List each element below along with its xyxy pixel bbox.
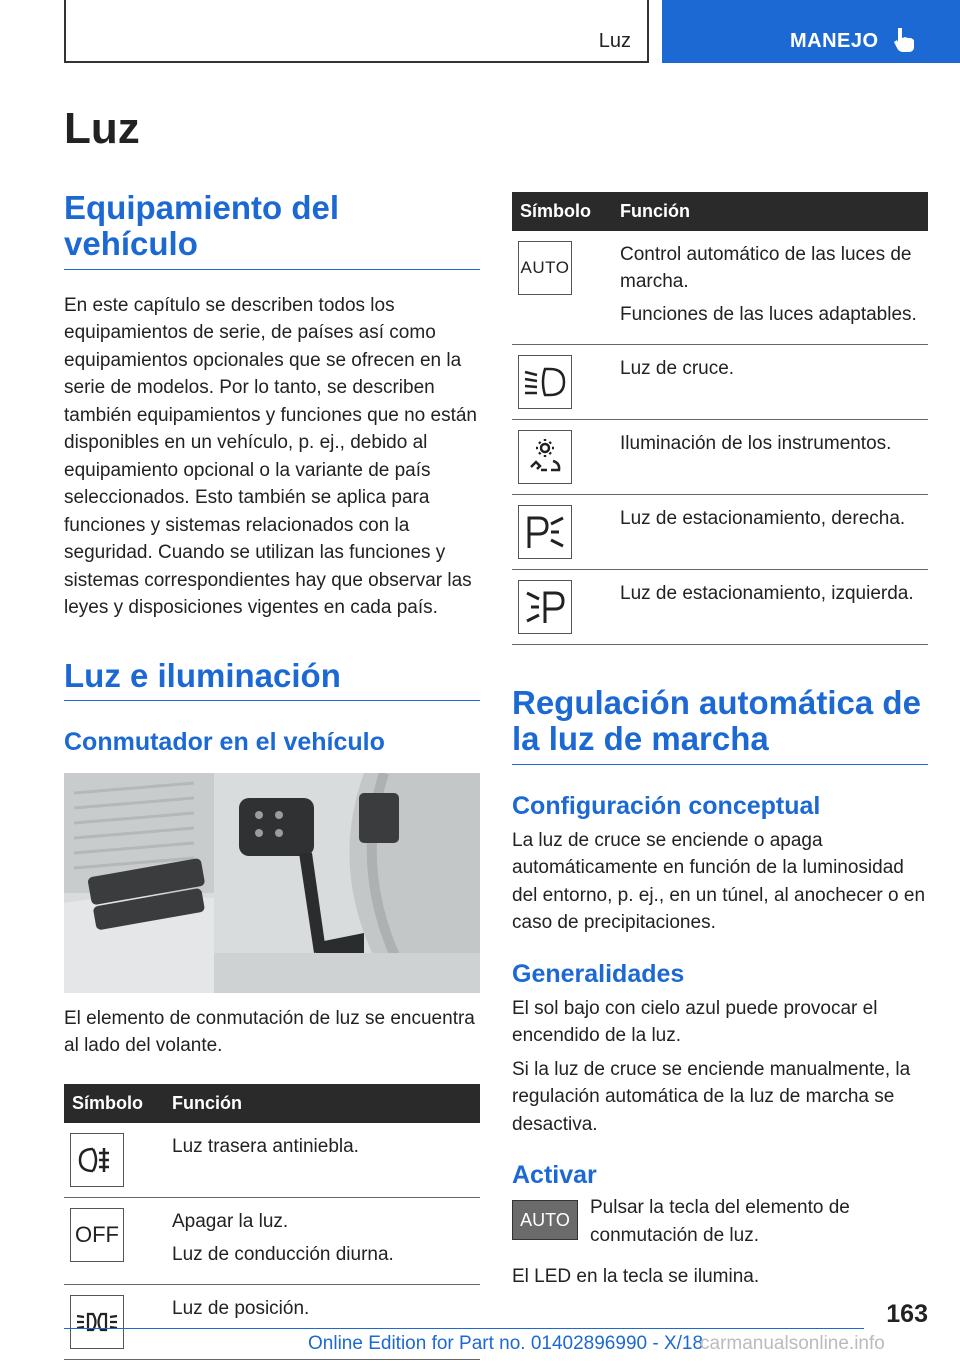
function-text: Luz de estacionamiento, izquierda.: [620, 583, 914, 604]
table-header-symbol: Símbolo: [512, 192, 620, 231]
footer-rule: [64, 1328, 864, 1329]
heading-equipamiento: Equipamiento del vehículo: [64, 190, 480, 270]
table-header-symbol: Símbolo: [64, 1084, 172, 1123]
parking-light-right-icon: [518, 505, 572, 559]
left-column: [64, 190, 480, 1360]
function-text: Luz de conducción diurna.: [172, 1243, 394, 1265]
table-row: [512, 495, 928, 570]
paragraph-equipamiento: En este capítulo se describen todos los equipamientos de serie, de países así como equipamientos opcionales que se ofrecen en la serie de modelos. Por lo tanto, se describen también equipamientos y funciones que no están disponibles en un vehículo, p. ej., debido al equipamiento opcional o la variante de país seleccionados. Esto también se aplica para funciones y sistemas relacionados con la seguridad. Cuando se utilizan las funciones y sistemas correspondientes hay que observar las leyes y disposiciones vigentes en cada país.: [64, 294, 477, 619]
page-title: Luz: [64, 104, 140, 153]
right-column: [512, 192, 928, 1291]
function-text: Luz de estacionamiento, derecha.: [620, 508, 906, 529]
table-row: [64, 1197, 480, 1284]
low-beam-icon: [518, 355, 572, 409]
off-icon: [70, 1208, 124, 1262]
heading-generalidades: Generalidades: [512, 959, 685, 988]
table-header-function: Función: [620, 192, 928, 231]
position-light-icon: [70, 1295, 124, 1349]
function-text: Funciones de las luces adaptables.: [620, 304, 917, 325]
auto-icon-text: AUTO: [520, 258, 570, 277]
header-chapter-label: MANEJO: [790, 30, 879, 52]
light-switch-photo: [64, 773, 480, 993]
off-icon-text: OFF: [75, 1221, 119, 1247]
heading-activar: Activar: [512, 1161, 597, 1190]
heading-regulacion: Regulación automática de la luz de marcha: [512, 685, 928, 765]
paragraph-led: El LED en la tecla se ilumina.: [512, 1266, 760, 1288]
pointing-hand-icon: [892, 26, 918, 54]
header-section-box: [64, 0, 649, 63]
header-section-label: Luz: [598, 30, 631, 52]
instrument-lighting-icon: [518, 430, 572, 484]
function-text: Iluminación de los instrumentos.: [620, 433, 892, 454]
heading-conmutador: Conmutador en el vehículo: [64, 727, 385, 756]
heading-luz-iluminacion: Luz e iluminación: [64, 658, 480, 701]
parking-light-left-icon: [518, 580, 572, 634]
table-row: [512, 345, 928, 420]
page-number: 163: [886, 1300, 928, 1328]
left-symbol-table: [64, 1084, 480, 1360]
function-text: Luz de cruce.: [620, 358, 735, 379]
function-text: Luz de posición.: [172, 1297, 310, 1319]
paragraph-configuracion: La luz de cruce se enciende o apaga automáticamente en función de la luminosidad del entorno, p. ej., en un túnel, al anochecer o en caso de precipitaciones.: [512, 829, 926, 934]
rear-fog-light-icon: [70, 1133, 124, 1187]
paragraph-generalidades-1: El sol bajo con cielo azul puede provocar el encendido de la luz.: [512, 997, 878, 1047]
table-header-function: Función: [172, 1084, 480, 1123]
table-row: [512, 570, 928, 645]
function-text: Luz trasera antiniebla.: [172, 1135, 359, 1157]
watermark-logo: carmanualsonline.info: [700, 1333, 885, 1354]
paragraph-conmutador: El elemento de conmutación de luz se encuentra al lado del volante.: [64, 1007, 475, 1057]
function-text: Control automático de las luces de marcha.: [620, 244, 912, 292]
auto-icon: [518, 241, 572, 295]
paragraph-generalidades-2: Si la luz de cruce se enciende manualmente, la regulación automática de la luz de marcha se desactiva.: [512, 1058, 911, 1135]
auto-key-icon: AUTO: [512, 1200, 578, 1240]
heading-configuracion: Configuración conceptual: [512, 791, 821, 820]
table-row: [64, 1123, 480, 1198]
function-text: Apagar la luz.: [172, 1210, 289, 1232]
right-symbol-table: [512, 192, 928, 645]
footer-edition: Online Edition for Part no. 01402896990 - X/18: [308, 1333, 704, 1354]
paragraph-activar: Pulsar la tecla del elemento de conmutación de luz.: [590, 1197, 850, 1246]
activar-row: [512, 1194, 928, 1249]
table-row: [512, 231, 928, 345]
table-row: [512, 420, 928, 495]
